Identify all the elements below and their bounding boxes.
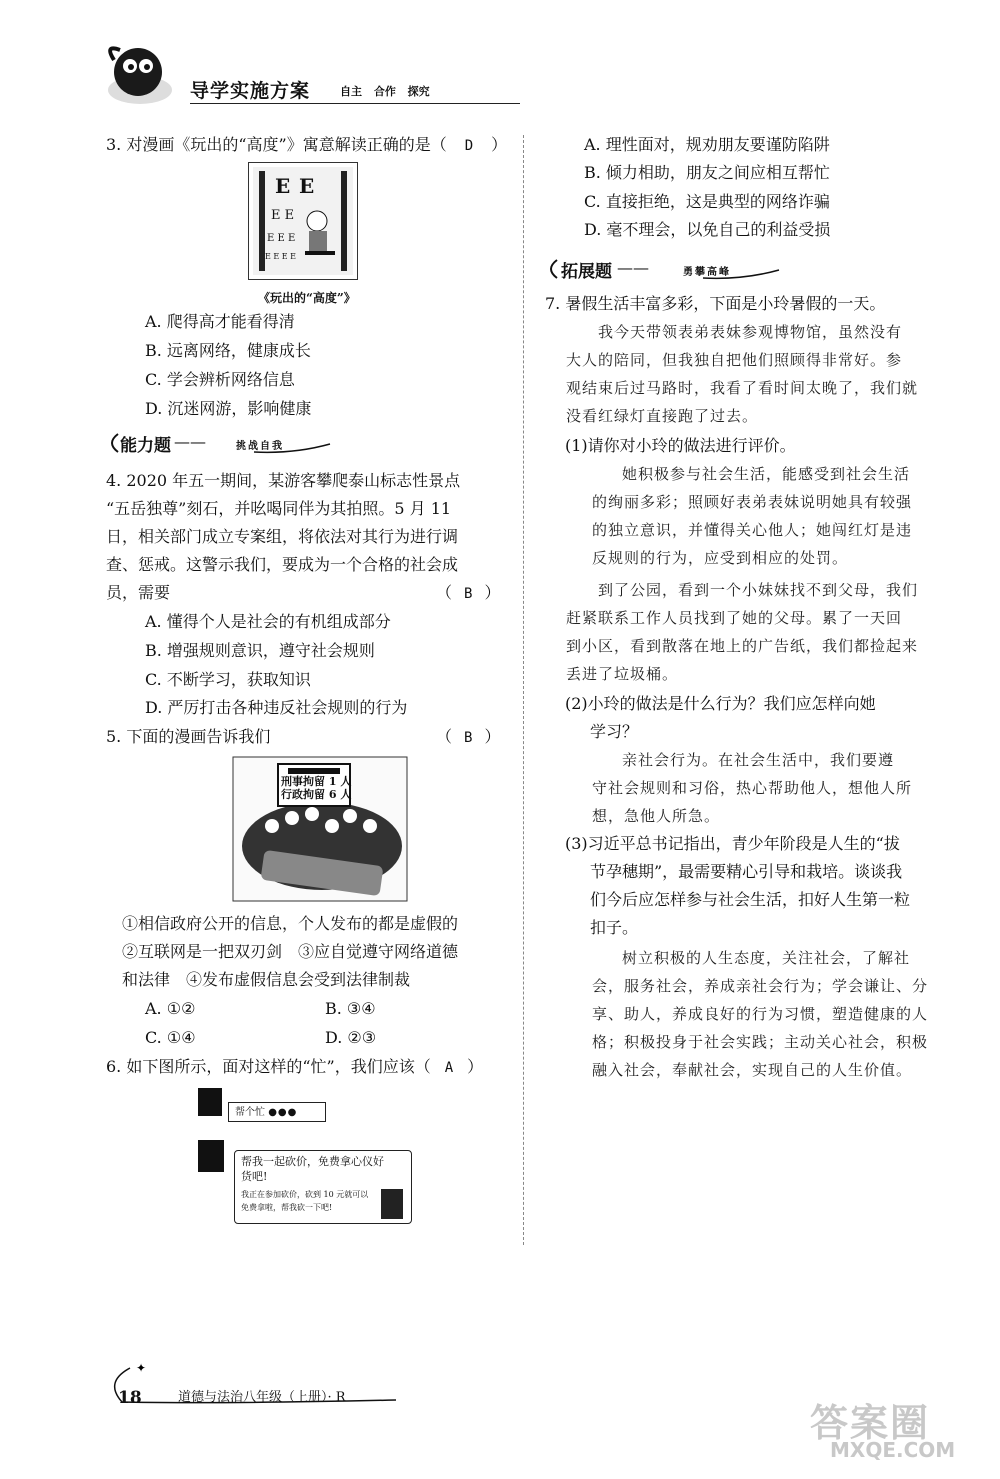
svg-text:E E E: E E E [267, 233, 296, 244]
q6-answer: A [444, 1060, 454, 1076]
q3-stem: 3. 对漫画《玩出的“高度”》寓意解读正确的是（ D ） [106, 135, 508, 154]
q5-option-a: A. ①② [145, 999, 196, 1018]
q7-answer-2: 亲社会行为。在社会生活中，我们要遵 守社会规则和习俗，热心帮助他人，想他人所 想，急他人所急。 [592, 751, 913, 825]
watermark-logo: 答案圈 [810, 1401, 931, 1445]
q3-option-c: C. 学会辨析网络信息 [145, 370, 295, 389]
q5-answer: B [464, 730, 473, 746]
q6-bubble-2 [234, 1150, 412, 1224]
mascot-logo [100, 38, 180, 110]
header-title: 导学实施方案 [190, 80, 311, 102]
q6-bubble-2-body: 我正在参加砍价，砍到 10 元就可以免费拿啦，帮我砍一下吧! [241, 1190, 369, 1212]
q4-option-d: D. 严厉打击各种违反社会规则的行为 [145, 698, 408, 717]
q7-answer-1: 她积极参与社会生活，能感受到社会生活 的绚丽多彩；照顾好表弟表妹说明她具有较强 的独立意识，并懂得关心他人；她闯红灯是违 反规则的行为，应受到相应的处罚。 [592, 465, 913, 567]
q5-statements: ①相信政府公开的信息，个人发布的都是虚假的 ②互联网是一把双刃剑 ③应自觉遵守网络道德 和法律 ④发布虚假信息会受到法律制裁 [122, 914, 459, 989]
watermark-url: MXQE.COM [830, 1438, 956, 1462]
q5-option-b: B. ③④ [325, 999, 376, 1018]
svg-text:E: E [275, 174, 291, 198]
q7-answer-3: 树立积极的人生态度，关注社会，了解社 会，服务社会，养成亲社会行为；学会谦让、分 享、助人，养成良好的行为习惯，塑造健康的人 格；积极投身于社会实践；主动关心社会，积极 融入社会，奉献社会，实现自己的人生价值。 [592, 949, 929, 1079]
q3-option-d: D. 沉迷网游，影响健康 [145, 399, 312, 418]
avatar-2 [198, 1140, 224, 1172]
q3-answer: D [464, 138, 474, 154]
q6-bubble-2-title: 帮我一起砍价，免费拿心仪好货吧! [241, 1155, 384, 1183]
section-ability-title: 能力题 [120, 436, 171, 456]
q5-stem: 5. 下面的漫画告诉我们 [106, 727, 271, 746]
q7-stem: 7. 暑假生活丰富多彩，下面是小玲暑假的一天。 [545, 294, 886, 313]
q7-para-2: 到了公园，看到一个小妹妹找不到父母，我们 赶紧联系工作人员找到了她的父母。累了一天回 到小区，看到散落在地上的广告纸，我们都捡起来 丢进了垃圾桶。 [566, 581, 919, 683]
q6-bubble-1: 帮个忙 ●●● [228, 1102, 326, 1122]
page-number: 18 [118, 1388, 142, 1408]
section-extension-title: 拓展题 [561, 262, 612, 282]
q7-para-1: 我今天带领表弟表妹参观博物馆，虽然没有 大人的陪同，但我独自把他们照顾得非常好。参 观结束后过马路时，我看了看时间太晚了，我们就 没看红绿灯直接跑了过去。 [566, 323, 919, 425]
q7-sub-1: (1)请你对小玲的做法进行评价。 [565, 436, 796, 455]
q6-stem: 6. 如下图所示，面对这样的“忙”，我们应该（ A ） [106, 1057, 484, 1076]
svg-text:✦: ✦ [136, 1361, 147, 1375]
q3-cartoon [248, 162, 358, 280]
q7-sub-2: (2)小玲的做法是什么行为？我们应怎样向她 学习？ [565, 694, 876, 741]
header-rule [190, 103, 520, 104]
q5-option-d: D. ②③ [325, 1028, 377, 1047]
svg-text:E E E E: E E E E [265, 252, 296, 261]
q3-caption: 《玩出的“高度”》 [258, 291, 356, 305]
product-image [381, 1189, 403, 1219]
q4-option-c: C. 不断学习，获取知识 [145, 670, 311, 689]
avatar-1 [198, 1088, 222, 1116]
q4-stem: 4. 2020 年五一期间，某游客攀爬泰山标志性景点 “五岳独尊”刻石，并吆喝同伴为其拍照。5 月 11 日，相关部门成立专案组，将依法对其行为进行调 查、惩戒。这警示我们，要成为一个合格的社会成 员，需要 （ B ） [106, 471, 501, 602]
column-divider [523, 135, 524, 1245]
q6-option-a: A. 理性面对，规劝朋友要谨防陷阱 [584, 135, 830, 154]
q7-sub-3: (3)习近平总书记指出，青少年阶段是人生的“拔 节孕穗期”，最需要精心引导和栽培。谈谈我 们今后应怎样参与社会生活，扣好人生第一粒 扣子。 [565, 834, 911, 937]
q4-option-a: A. 懂得个人是社会的有机组成部分 [145, 612, 391, 631]
q6-option-b: B. 倾力相助，朋友之间应相互帮忙 [584, 163, 830, 182]
q4-answer: B [464, 586, 473, 602]
q5-option-c: C. ①④ [145, 1028, 196, 1047]
footer-book-title: 道德与法治八年级（上册）· R [178, 1390, 346, 1405]
section-ability-subtitle: 挑战自我 [236, 441, 284, 452]
q6-option-d: D. 毫不理会，以免自己的利益受损 [584, 220, 831, 239]
q5-sign: 刑事拘留 1 人 行政拘留 6 人 [281, 775, 352, 801]
section-extension: 拓展题 —— 勇攀高峰 [543, 256, 783, 282]
q3-option-b: B. 远离网络，健康成长 [145, 341, 311, 360]
q6-option-c: C. 直接拒绝，这是典型的网络诈骗 [584, 192, 830, 211]
header-subtitle: 自主 合作 探究 [340, 85, 430, 98]
section-ability: 能力题 —— 挑战自我 [104, 430, 334, 456]
section-extension-subtitle: 勇攀高峰 [683, 267, 731, 278]
q3-option-a: A. 爬得高才能看得清 [145, 312, 295, 331]
svg-text:E E: E E [271, 208, 295, 223]
svg-text:E: E [299, 174, 315, 198]
q4-option-b: B. 增强规则意识，遵守社会规则 [145, 641, 375, 660]
